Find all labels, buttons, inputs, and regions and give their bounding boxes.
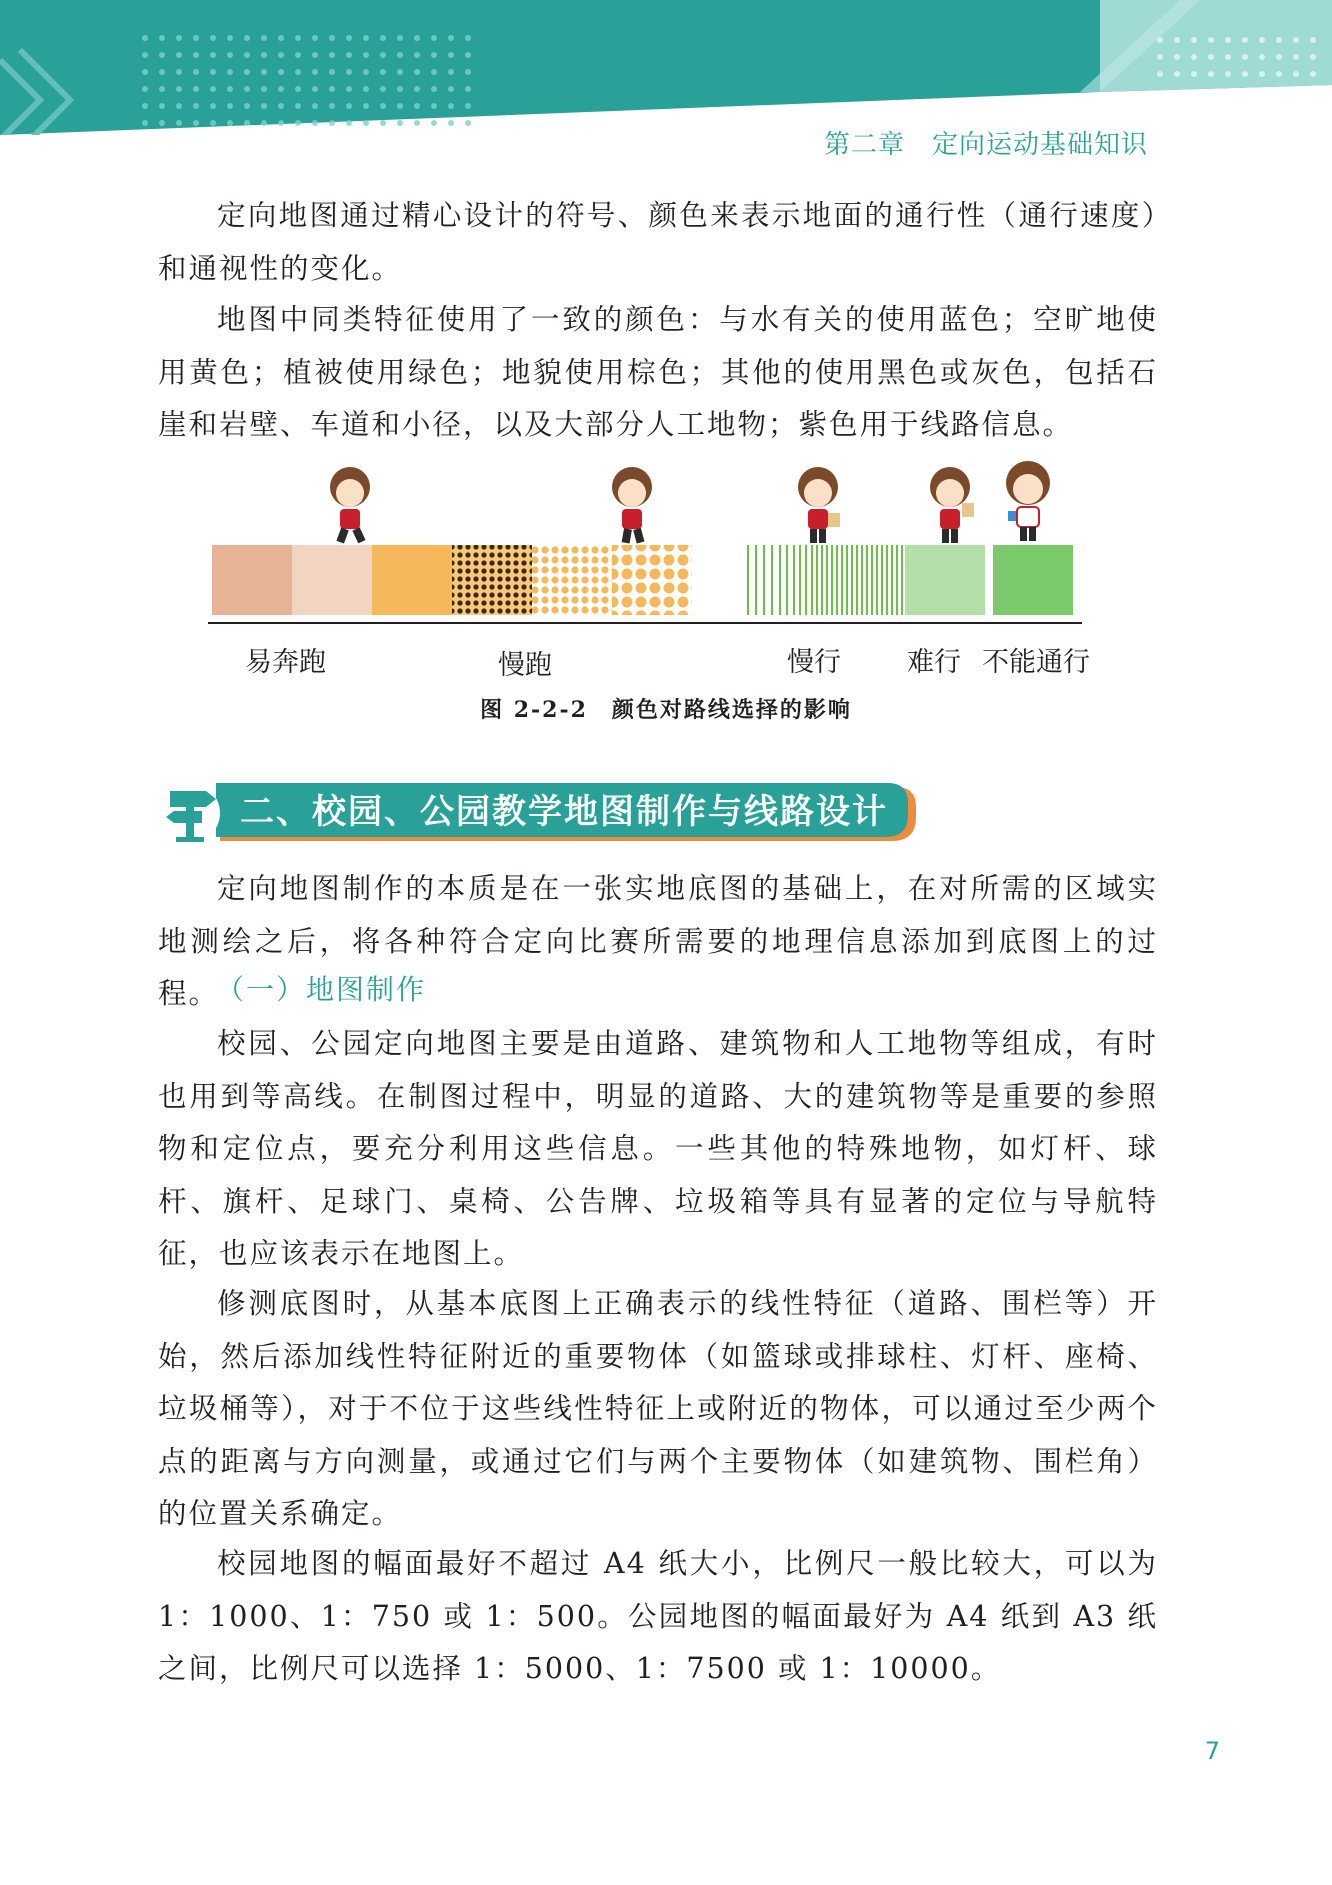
bar-run-easy-1 [212, 545, 292, 615]
section-title: 二、校园、公园教学地图制作与线路设计 [240, 792, 888, 832]
signpost-icon [160, 783, 220, 843]
bar-slow-walk-lines [748, 545, 902, 615]
paragraph-survey-method: 修测底图时，从基本底图上正确表示的线性特征（道路、围栏等）开始，然后添加线性特征附近的重要物体（如篮球或排球柱、灯杆、座椅、垃圾桶等），对于不位于这些线性特征上或附近的物体，可以通过至少两个点的距离与方向测量，或通过它们与两个主要物体（如建筑物、围栏角）的位置关系确定。 [158, 1287, 1158, 1530]
header-banner [0, 0, 1332, 135]
figure-color-route [200, 455, 1100, 655]
chapter-title: 第二章 定向运动基础知识 [823, 130, 1148, 160]
page-number: 7 [1204, 1737, 1220, 1765]
figure-label-slow-run: 慢跑 [498, 650, 552, 681]
paragraph-colors: 地图中同类特征使用了一致的颜色：与水有关的使用蓝色；空旷地使用黄色；植被使用绿色；地貌使用棕色；其他的使用黑色或灰色，包括石崖和岩壁、车道和小径，以及大部分人工地物；紫色用于线路信息。 [158, 303, 1158, 441]
runner-figure-1 [330, 467, 370, 544]
bar-run-easy-2 [292, 545, 372, 615]
figure-label-difficult: 难行 [907, 647, 961, 678]
bar-run-easy-3 [372, 545, 452, 615]
figure-label-run-easy: 易奔跑 [245, 647, 326, 678]
subsection-heading: （一）地图制作 [216, 973, 427, 1006]
bar-impassable [993, 545, 1073, 615]
walker-figure-1 [798, 467, 840, 543]
paragraph-section-intro: 定向地图制作的本质是在一张实地底图的基础上，在对所需的区域实地测绘之后，将各种符合定向比赛所需要的地理信息添加到底图上的过程。 [158, 872, 1158, 1010]
paragraph-map-components: 校园、公园定向地图主要是由道路、建筑物和人工地物等组成，有时也用到等高线。在制图过程中，明显的道路、大的建筑物等是重要的参照物和定位点，要充分利用这些信息。一些其他的特殊地物，如灯杆、球杆、旗杆、足球门、桌椅、公告牌、垃圾箱等具有显著的定位与导航特征，也应该表示在地图上。 [158, 1027, 1158, 1270]
bar-slow-run-3 [612, 545, 692, 615]
paragraph-map-scale: 校园地图的幅面最好不超过 A4 纸大小，比例尺一般比较大，可以为 1：1000、1：750 或 1：500。公园地图的幅面最好为 A4 纸到 A3 纸之间，比例尺可以选择 1：5000、1：7500 或 1：10000。 [158, 1547, 1158, 1685]
paragraph-intro: 定向地图通过精心设计的符号、颜色来表示地面的通行性（通行速度）和通视性的变化。 [158, 199, 1158, 285]
bar-slow-run-1 [452, 545, 532, 615]
figure-caption: 图 2-2-2 颜色对路线选择的影响 [480, 697, 852, 723]
runner-figure-2 [612, 467, 652, 544]
figure-label-impassable: 不能通行 [982, 647, 1090, 678]
bar-slow-run-2 [532, 545, 612, 615]
walker-figure-3 [1006, 461, 1050, 541]
walker-figure-2 [930, 467, 974, 543]
figure-label-slow-walk: 慢行 [787, 647, 841, 678]
bar-difficult [905, 545, 985, 615]
